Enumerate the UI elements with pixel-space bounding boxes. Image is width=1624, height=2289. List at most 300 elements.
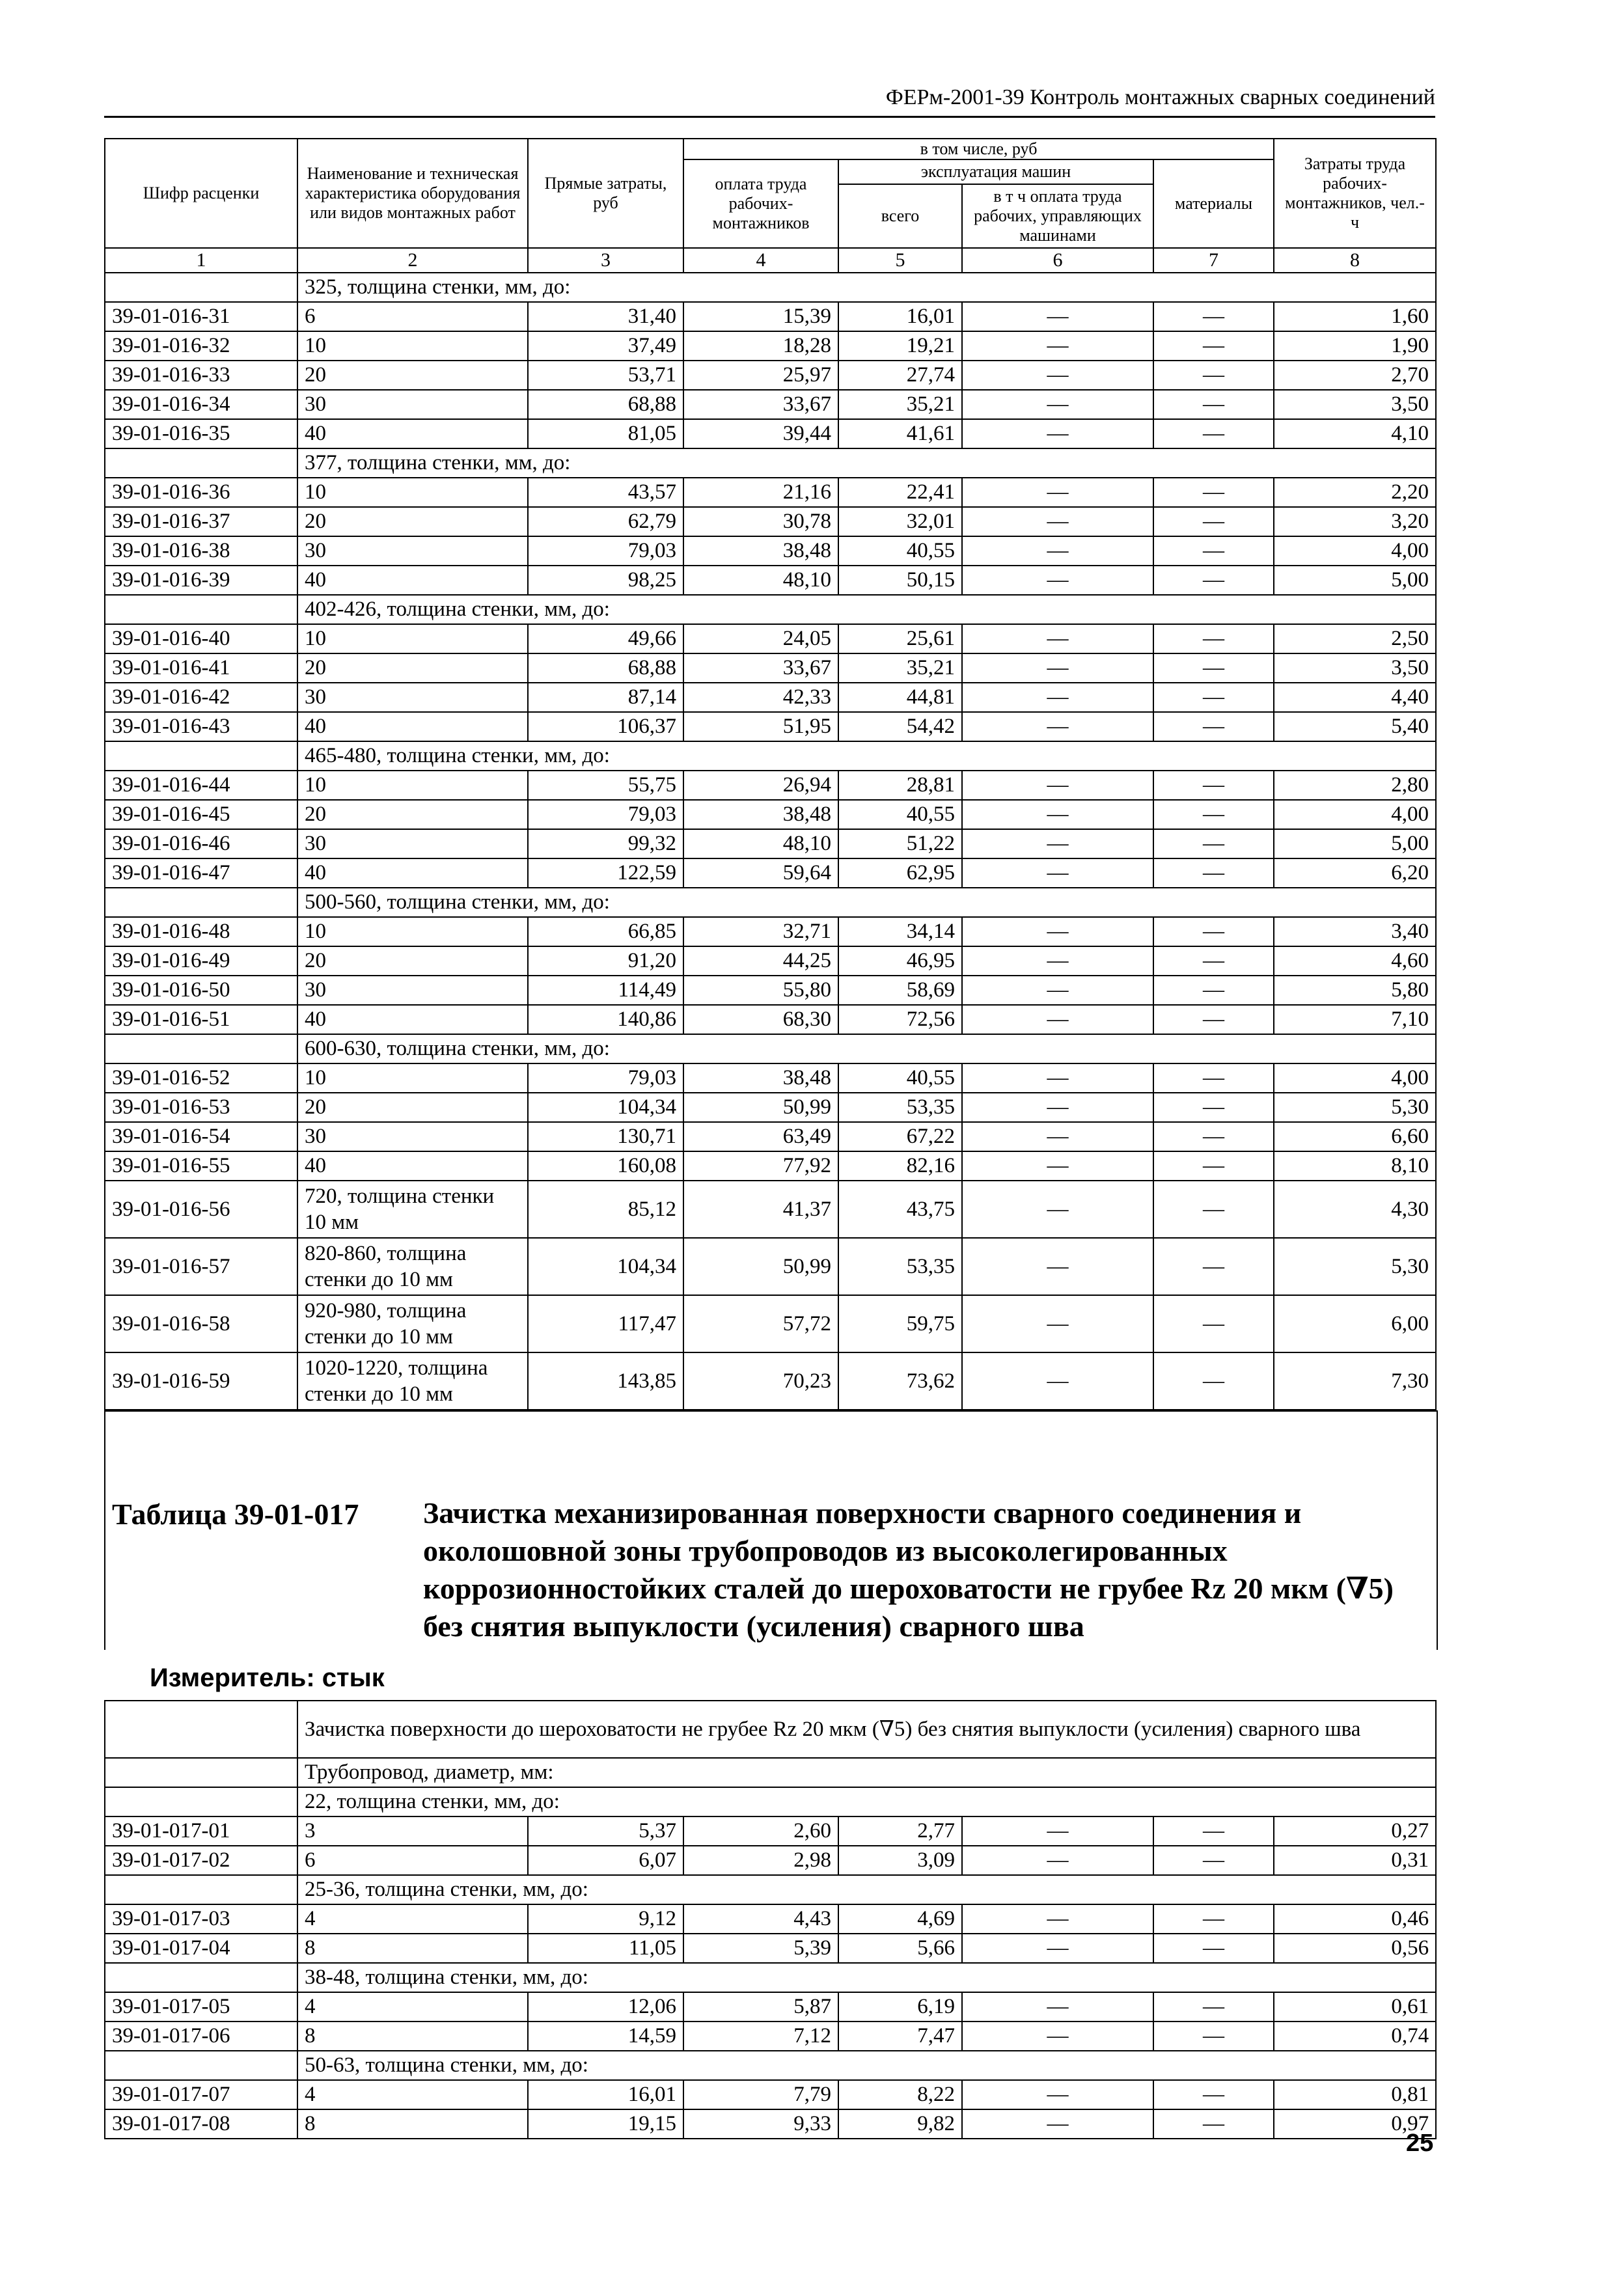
rate-code: 39-01-016-49 [105,946,297,976]
table-row [105,858,1436,888]
running-title: ФЕРм-2001-39 Контроль монтажных сварных соединений [885,85,1435,109]
table-row [105,1093,1436,1122]
machines-total: 62,95 [838,858,962,888]
materials: — [1153,800,1274,829]
machines-total: 40,55 [838,800,962,829]
rate-code: 39-01-017-06 [105,2022,297,2051]
materials: — [1153,507,1274,536]
labor-cost: 2,80 [1274,771,1436,800]
materials: — [1153,858,1274,888]
machines-labor-pay: — [962,1352,1153,1410]
table-016-body [105,273,1436,1410]
materials: — [1153,1992,1274,2022]
materials: — [1153,1181,1274,1238]
direct-cost: 11,05 [528,1934,683,1963]
parameter: 20 [297,361,528,390]
parameter: 3 [297,1816,528,1846]
col-mach-total-header: всего [838,184,962,248]
labor-cost: 4,60 [1274,946,1436,976]
group-title: 377, толщина стенки, мм, до: [297,448,1436,478]
rate-code: 39-01-017-07 [105,2080,297,2109]
parameter: 30 [297,390,528,419]
labor-pay: 55,80 [683,976,838,1005]
column-number: 5 [838,248,962,273]
parameter: 820-860, толщина стенки до 10 мм [297,1238,528,1295]
table-row [105,302,1436,331]
direct-cost: 79,03 [528,536,683,566]
machines-labor-pay: — [962,1904,1153,1934]
direct-cost: 106,37 [528,712,683,741]
parameter: 40 [297,858,528,888]
direct-cost: 68,88 [528,390,683,419]
rates-table-016 [104,138,1437,1410]
column-number: 1 [105,248,297,273]
group-title: 600-630, толщина стенки, мм, до: [297,1034,1436,1063]
rate-code: 39-01-016-43 [105,712,297,741]
rate-code: 39-01-016-51 [105,1005,297,1034]
machines-total: 46,95 [838,946,962,976]
labor-cost: 0,81 [1274,2080,1436,2109]
direct-cost: 87,14 [528,683,683,712]
parameter: 10 [297,624,528,653]
table-row [105,1005,1436,1034]
machines-labor-pay: — [962,1181,1153,1238]
labor-cost: 7,10 [1274,1005,1436,1034]
table-row [105,712,1436,741]
parameter: 20 [297,653,528,683]
pipeline-label: Трубопровод, диаметр, мм: [297,1758,1436,1787]
rate-code: 39-01-016-39 [105,566,297,595]
direct-cost: 104,34 [528,1093,683,1122]
table-row [105,2080,1436,2109]
labor-pay: 30,78 [683,507,838,536]
parameter: 30 [297,829,528,858]
table-row [105,1181,1436,1238]
machines-labor-pay: — [962,536,1153,566]
table-row [105,1151,1436,1181]
col-name-header: Наименование и техническая характеристика оборудования или видов монтажных работ [297,139,528,248]
machines-labor-pay: — [962,1151,1153,1181]
rate-code: 39-01-016-38 [105,536,297,566]
parameter: 40 [297,712,528,741]
table-row [105,1122,1436,1151]
machines-labor-pay: — [962,946,1153,976]
direct-cost: 99,32 [528,829,683,858]
group-header-row [105,2051,1436,2080]
machines-total: 82,16 [838,1151,962,1181]
group-title: 25-36, толщина стенки, мм, до: [297,1875,1436,1904]
machines-total: 40,55 [838,536,962,566]
rate-code: 39-01-016-45 [105,800,297,829]
machines-total: 50,15 [838,566,962,595]
materials: — [1153,1934,1274,1963]
rate-code: 39-01-017-08 [105,2109,297,2139]
machines-labor-pay: — [962,771,1153,800]
direct-cost: 79,03 [528,800,683,829]
machines-total: 53,35 [838,1093,962,1122]
labor-cost: 4,30 [1274,1181,1436,1238]
rate-code: 39-01-016-35 [105,419,297,448]
direct-cost: 122,59 [528,858,683,888]
direct-cost: 19,15 [528,2109,683,2139]
rate-code: 39-01-017-05 [105,1992,297,2022]
machines-total: 53,35 [838,1238,962,1295]
machines-labor-pay: — [962,976,1153,1005]
parameter: 4 [297,1992,528,2022]
rate-code: 39-01-016-58 [105,1295,297,1352]
direct-cost: 53,71 [528,361,683,390]
direct-cost: 55,75 [528,771,683,800]
materials: — [1153,829,1274,858]
group-title: 500-560, толщина стенки, мм, до: [297,888,1436,917]
machines-labor-pay: — [962,1992,1153,2022]
empty-cell [105,1875,297,1904]
table-row [105,1238,1436,1295]
materials: — [1153,566,1274,595]
labor-cost: 0,31 [1274,1846,1436,1875]
parameter: 4 [297,2080,528,2109]
table-row [105,2022,1436,2051]
column-numbers-row [105,248,1436,273]
labor-pay: 63,49 [683,1122,838,1151]
parameter: 40 [297,419,528,448]
materials: — [1153,2080,1274,2109]
machines-total: 34,14 [838,917,962,946]
labor-cost: 5,00 [1274,566,1436,595]
machines-labor-pay: — [962,390,1153,419]
table-017-body [105,1701,1436,2139]
table-row [105,390,1436,419]
labor-pay: 51,95 [683,712,838,741]
machines-total: 58,69 [838,976,962,1005]
parameter: 30 [297,976,528,1005]
group-header-row [105,273,1436,302]
materials: — [1153,653,1274,683]
machines-labor-pay: — [962,1295,1153,1352]
direct-cost: 68,88 [528,653,683,683]
group-header-row [105,1963,1436,1992]
rate-code: 39-01-016-53 [105,1093,297,1122]
labor-pay: 5,87 [683,1992,838,2022]
materials: — [1153,683,1274,712]
header-row [105,139,1436,159]
empty-cell [105,888,297,917]
rate-code: 39-01-016-56 [105,1181,297,1238]
machines-total: 27,74 [838,361,962,390]
rate-code: 39-01-016-50 [105,976,297,1005]
materials: — [1153,1005,1274,1034]
direct-cost: 62,79 [528,507,683,536]
work-description: Зачистка поверхности до шероховатости не грубее Rz 20 мкм (∇5) без снятия выпуклости (усиления) сварного шва [297,1701,1436,1758]
machines-total: 32,01 [838,507,962,536]
materials: — [1153,478,1274,507]
machines-labor-pay: — [962,1063,1153,1093]
labor-pay: 77,92 [683,1151,838,1181]
parameter: 40 [297,1151,528,1181]
labor-cost: 2,70 [1274,361,1436,390]
labor-pay: 41,37 [683,1181,838,1238]
materials: — [1153,2022,1274,2051]
direct-cost: 117,47 [528,1295,683,1352]
group-header-row [105,595,1436,624]
direct-cost: 143,85 [528,1352,683,1410]
labor-cost: 1,60 [1274,302,1436,331]
direct-cost: 37,49 [528,331,683,361]
machines-labor-pay: — [962,331,1153,361]
column-number: 2 [297,248,528,273]
rate-code: 39-01-016-57 [105,1238,297,1295]
labor-cost: 5,30 [1274,1093,1436,1122]
direct-cost: 85,12 [528,1181,683,1238]
materials: — [1153,390,1274,419]
parameter: 40 [297,566,528,595]
labor-cost: 7,30 [1274,1352,1436,1410]
labor-pay: 33,67 [683,390,838,419]
column-number: 3 [528,248,683,273]
table-row [105,1295,1436,1352]
group-title: 465-480, толщина стенки, мм, до: [297,741,1436,771]
machines-total: 73,62 [838,1352,962,1410]
pipeline-row [105,1758,1436,1787]
labor-pay: 18,28 [683,331,838,361]
table-row [105,1063,1436,1093]
labor-cost: 6,00 [1274,1295,1436,1352]
materials: — [1153,1093,1274,1122]
group-title: 402-426, толщина стенки, мм, до: [297,595,1436,624]
column-number: 8 [1274,248,1436,273]
labor-cost: 3,20 [1274,507,1436,536]
machines-labor-pay: — [962,683,1153,712]
labor-cost: 4,40 [1274,683,1436,712]
table-row [105,1904,1436,1934]
col-labor-header: оплата труда рабочих-монтажников [683,159,838,248]
parameter: 920-980, толщина стенки до 10 мм [297,1295,528,1352]
materials: — [1153,771,1274,800]
materials: — [1153,1122,1274,1151]
labor-pay: 7,79 [683,2080,838,2109]
machines-total: 8,22 [838,2080,962,2109]
labor-pay: 38,48 [683,800,838,829]
table-row [105,536,1436,566]
parameter: 10 [297,478,528,507]
machines-total: 22,41 [838,478,962,507]
direct-cost: 81,05 [528,419,683,448]
direct-cost: 114,49 [528,976,683,1005]
machines-labor-pay: — [962,712,1153,741]
group-header-row [105,448,1436,478]
materials: — [1153,624,1274,653]
col-labor-cost-header: Затраты труда рабочих-монтажников, чел.-ч [1274,139,1436,248]
machines-labor-pay: — [962,624,1153,653]
running-header [104,83,1435,118]
machines-labor-pay: — [962,2022,1153,2051]
group-header-row [105,888,1436,917]
labor-cost: 5,30 [1274,1238,1436,1295]
labor-pay: 42,33 [683,683,838,712]
table-row [105,419,1436,448]
description-row [105,1701,1436,1758]
labor-cost: 5,00 [1274,829,1436,858]
materials: — [1153,712,1274,741]
direct-cost: 16,01 [528,2080,683,2109]
group-header-row [105,1787,1436,1816]
labor-pay: 48,10 [683,829,838,858]
direct-cost: 98,25 [528,566,683,595]
labor-pay: 33,67 [683,653,838,683]
rate-code: 39-01-016-40 [105,624,297,653]
empty-cell [105,741,297,771]
rate-code: 39-01-016-54 [105,1122,297,1151]
machines-total: 51,22 [838,829,962,858]
rate-code: 39-01-016-46 [105,829,297,858]
rate-code: 39-01-017-01 [105,1816,297,1846]
col-materials-header: материалы [1153,159,1274,248]
machines-total: 67,22 [838,1122,962,1151]
labor-cost: 0,74 [1274,2022,1436,2051]
group-header-row [105,741,1436,771]
materials: — [1153,536,1274,566]
rate-code: 39-01-016-37 [105,507,297,536]
parameter: 30 [297,536,528,566]
labor-pay: 70,23 [683,1352,838,1410]
machines-labor-pay: — [962,2080,1153,2109]
machines-labor-pay: — [962,2109,1153,2139]
direct-cost: 14,59 [528,2022,683,2051]
machines-total: 40,55 [838,1063,962,1093]
materials: — [1153,419,1274,448]
col-code-header: Шифр расценки [105,139,297,248]
labor-cost: 0,61 [1274,1992,1436,2022]
labor-cost: 5,40 [1274,712,1436,741]
machines-total: 43,75 [838,1181,962,1238]
labor-pay: 5,39 [683,1934,838,1963]
labor-pay: 44,25 [683,946,838,976]
table-row [105,683,1436,712]
labor-cost: 0,56 [1274,1934,1436,1963]
machines-labor-pay: — [962,1934,1153,1963]
rate-code: 39-01-016-36 [105,478,297,507]
parameter: 1020-1220, толщина стенки до 10 мм [297,1352,528,1410]
labor-cost: 3,50 [1274,390,1436,419]
table-row [105,829,1436,858]
machines-labor-pay: — [962,917,1153,946]
machines-labor-pay: — [962,858,1153,888]
rate-code: 39-01-016-48 [105,917,297,946]
direct-cost: 6,07 [528,1846,683,1875]
machines-total: 35,21 [838,653,962,683]
empty-cell [105,1034,297,1063]
parameter: 6 [297,302,528,331]
parameter: 8 [297,2022,528,2051]
machines-labor-pay: — [962,829,1153,858]
parameter: 6 [297,1846,528,1875]
machines-total: 59,75 [838,1295,962,1352]
page-number: 25 [1406,2130,1434,2157]
rate-code: 39-01-017-02 [105,1846,297,1875]
labor-pay: 9,33 [683,2109,838,2139]
table-row [105,917,1436,946]
table-row [105,653,1436,683]
materials: — [1153,946,1274,976]
group-title: 22, толщина стенки, мм, до: [297,1787,1436,1816]
group-title: 325, толщина стенки, мм, до: [297,273,1436,302]
rate-code: 39-01-016-52 [105,1063,297,1093]
machines-total: 28,81 [838,771,962,800]
table-row [105,1934,1436,1963]
parameter: 30 [297,683,528,712]
labor-cost: 2,20 [1274,478,1436,507]
materials: — [1153,1904,1274,1934]
table-row [105,2109,1436,2139]
machines-labor-pay: — [962,1238,1153,1295]
empty-cell [105,1963,297,1992]
empty-cell [105,1758,297,1787]
materials: — [1153,1816,1274,1846]
direct-cost: 104,34 [528,1238,683,1295]
rate-code: 39-01-016-34 [105,390,297,419]
machines-total: 72,56 [838,1005,962,1034]
labor-cost: 0,46 [1274,1904,1436,1934]
rate-code: 39-01-016-55 [105,1151,297,1181]
materials: — [1153,331,1274,361]
rate-code: 39-01-017-04 [105,1934,297,1963]
group-title: 38-48, толщина стенки, мм, до: [297,1963,1436,1992]
direct-cost: 43,57 [528,478,683,507]
machines-total: 9,82 [838,2109,962,2139]
labor-cost: 2,50 [1274,624,1436,653]
empty-cell [105,1787,297,1816]
materials: — [1153,917,1274,946]
machines-total: 41,61 [838,419,962,448]
table-row [105,1992,1436,2022]
labor-pay: 4,43 [683,1904,838,1934]
table-row [105,1816,1436,1846]
meter-label: Измеритель: стык [150,1664,385,1692]
table-row [105,566,1436,595]
table-row [105,1846,1436,1875]
machines-labor-pay: — [962,653,1153,683]
labor-cost: 4,00 [1274,536,1436,566]
machines-total: 4,69 [838,1904,962,1934]
rate-code: 39-01-016-31 [105,302,297,331]
machines-labor-pay: — [962,1005,1153,1034]
column-number: 6 [962,248,1153,273]
direct-cost: 9,12 [528,1904,683,1934]
materials: — [1153,1352,1274,1410]
materials: — [1153,2109,1274,2139]
machines-total: 16,01 [838,302,962,331]
materials: — [1153,1846,1274,1875]
rate-code: 39-01-016-32 [105,331,297,361]
parameter: 20 [297,1093,528,1122]
col-mach-labor-header: в т ч оплата труда рабочих, управляющих машинами [962,184,1153,248]
machines-total: 25,61 [838,624,962,653]
labor-pay: 21,16 [683,478,838,507]
parameter: 10 [297,771,528,800]
direct-cost: 91,20 [528,946,683,976]
labor-cost: 0,27 [1274,1816,1436,1846]
col-incl-header: в том числе, руб [683,139,1274,159]
empty-cell [105,595,297,624]
labor-pay: 15,39 [683,302,838,331]
labor-pay: 48,10 [683,566,838,595]
labor-cost: 0,97 [1274,2109,1436,2139]
rate-code: 39-01-016-47 [105,858,297,888]
parameter: 720, толщина стенки 10 мм [297,1181,528,1238]
labor-pay: 26,94 [683,771,838,800]
machines-total: 35,21 [838,390,962,419]
col-machines-header: эксплуатация машин [838,159,1153,184]
